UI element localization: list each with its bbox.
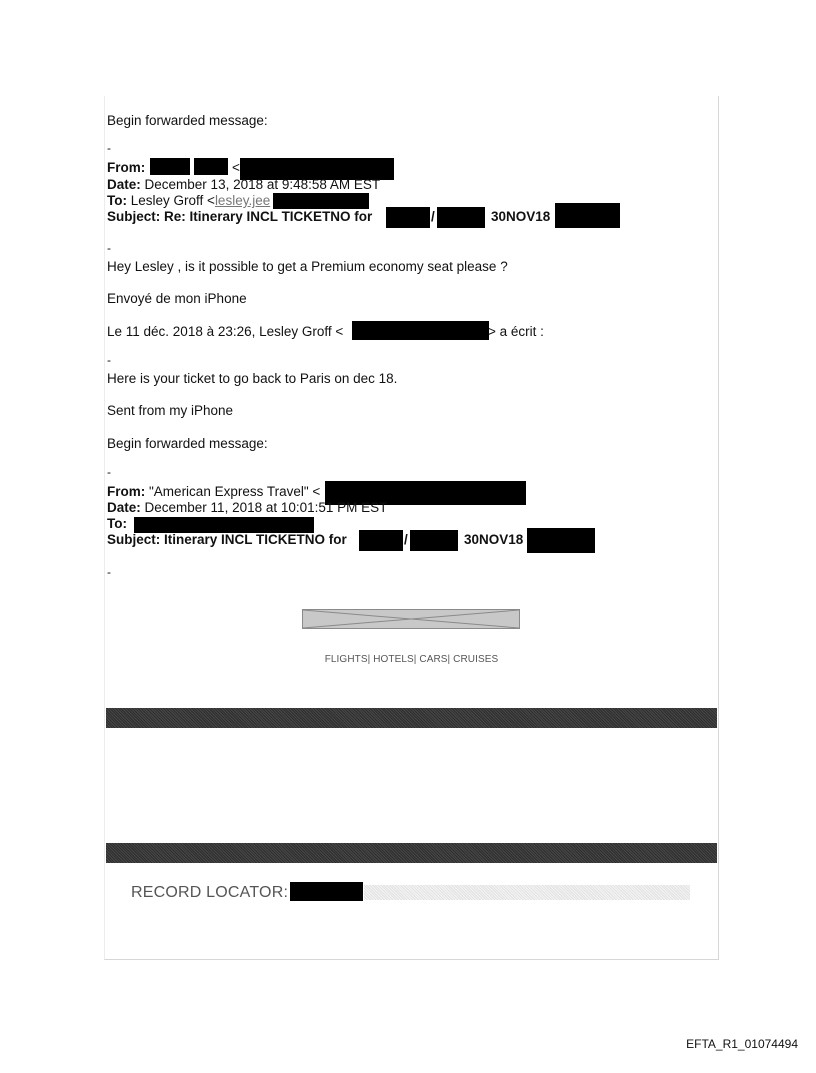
date-label: Date: bbox=[107, 500, 141, 515]
to-line bbox=[107, 193, 270, 209]
from-value: "American Express Travel" < bbox=[149, 484, 321, 499]
inner-date-line bbox=[107, 500, 387, 516]
separator-dash: - bbox=[107, 565, 111, 579]
from-label: From: bbox=[107, 484, 146, 499]
redaction bbox=[386, 207, 430, 228]
to-name: Lesley Groff < bbox=[130, 193, 215, 208]
broken-image-icon bbox=[303, 610, 519, 628]
redaction bbox=[150, 158, 190, 175]
redaction bbox=[527, 528, 595, 553]
forward-intro: Begin forwarded message: bbox=[107, 436, 268, 451]
redaction bbox=[555, 203, 620, 228]
inner-from-line bbox=[107, 484, 320, 500]
subject-label: Subject: bbox=[107, 532, 161, 547]
subject-slash: / bbox=[404, 532, 408, 547]
date-value: December 13, 2018 at 9:48:58 AM EST bbox=[144, 177, 381, 192]
signature: Envoyé de mon iPhone bbox=[107, 291, 247, 306]
from-angle: < bbox=[232, 160, 240, 175]
section-header-bar bbox=[106, 843, 717, 863]
inner-subject-line bbox=[107, 532, 347, 548]
subject-slash: / bbox=[431, 209, 435, 224]
section-header-bar bbox=[106, 708, 717, 728]
forward-intro: Begin forwarded message: bbox=[107, 113, 268, 128]
redaction bbox=[359, 530, 403, 551]
to-label: To: bbox=[107, 193, 127, 208]
to-label: To: bbox=[107, 516, 127, 531]
redaction bbox=[410, 530, 458, 551]
separator-dash: - bbox=[107, 465, 111, 479]
message-body-line: Hey Lesley , is it possible to get a Premium economy seat please ? bbox=[107, 259, 508, 274]
redaction bbox=[194, 158, 228, 175]
date-label: Date: bbox=[107, 177, 141, 192]
separator-dash: - bbox=[107, 141, 111, 155]
from-label: From: bbox=[107, 160, 146, 175]
bates-page-id: EFTA_R1_01074494 bbox=[686, 1037, 798, 1051]
date-line bbox=[107, 177, 380, 193]
quote-intro-prefix: Le 11 déc. 2018 à 23:26, Lesley Groff < bbox=[107, 324, 344, 339]
message-body-line: Here is your ticket to go back to Paris on dec 18. bbox=[107, 371, 398, 386]
to-email-link[interactable]: lesley.jee bbox=[214, 193, 271, 208]
date-value: December 11, 2018 at 10:01:51 PM EST bbox=[144, 500, 388, 515]
redaction bbox=[134, 517, 314, 533]
signature: Sent from my iPhone bbox=[107, 403, 234, 418]
from-line bbox=[107, 160, 145, 176]
subject-date: 30NOV18 bbox=[491, 209, 551, 224]
subject-text: Itinerary INCL TICKETNO for bbox=[164, 532, 347, 547]
record-locator-label: RECORD LOCATOR: bbox=[131, 884, 289, 901]
redaction bbox=[290, 882, 363, 901]
separator-dash: - bbox=[107, 241, 111, 255]
subject-label: Subject: bbox=[107, 209, 161, 224]
travel-nav-links[interactable]: FLIGHTS| HOTELS| CARS| CRUISES bbox=[324, 654, 499, 665]
subject-line bbox=[107, 209, 372, 225]
subject-date: 30NOV18 bbox=[464, 532, 524, 547]
subject-text: Re: Itinerary INCL TICKETNO for bbox=[164, 209, 373, 224]
separator-dash: - bbox=[107, 353, 111, 367]
redaction bbox=[437, 207, 485, 228]
banner-image-placeholder bbox=[302, 609, 520, 629]
redaction bbox=[352, 321, 489, 340]
redaction bbox=[273, 193, 369, 209]
inner-to-line bbox=[107, 516, 127, 532]
quote-intro-suffix: > a écrit : bbox=[488, 324, 544, 339]
record-locator-field-background bbox=[364, 885, 690, 900]
